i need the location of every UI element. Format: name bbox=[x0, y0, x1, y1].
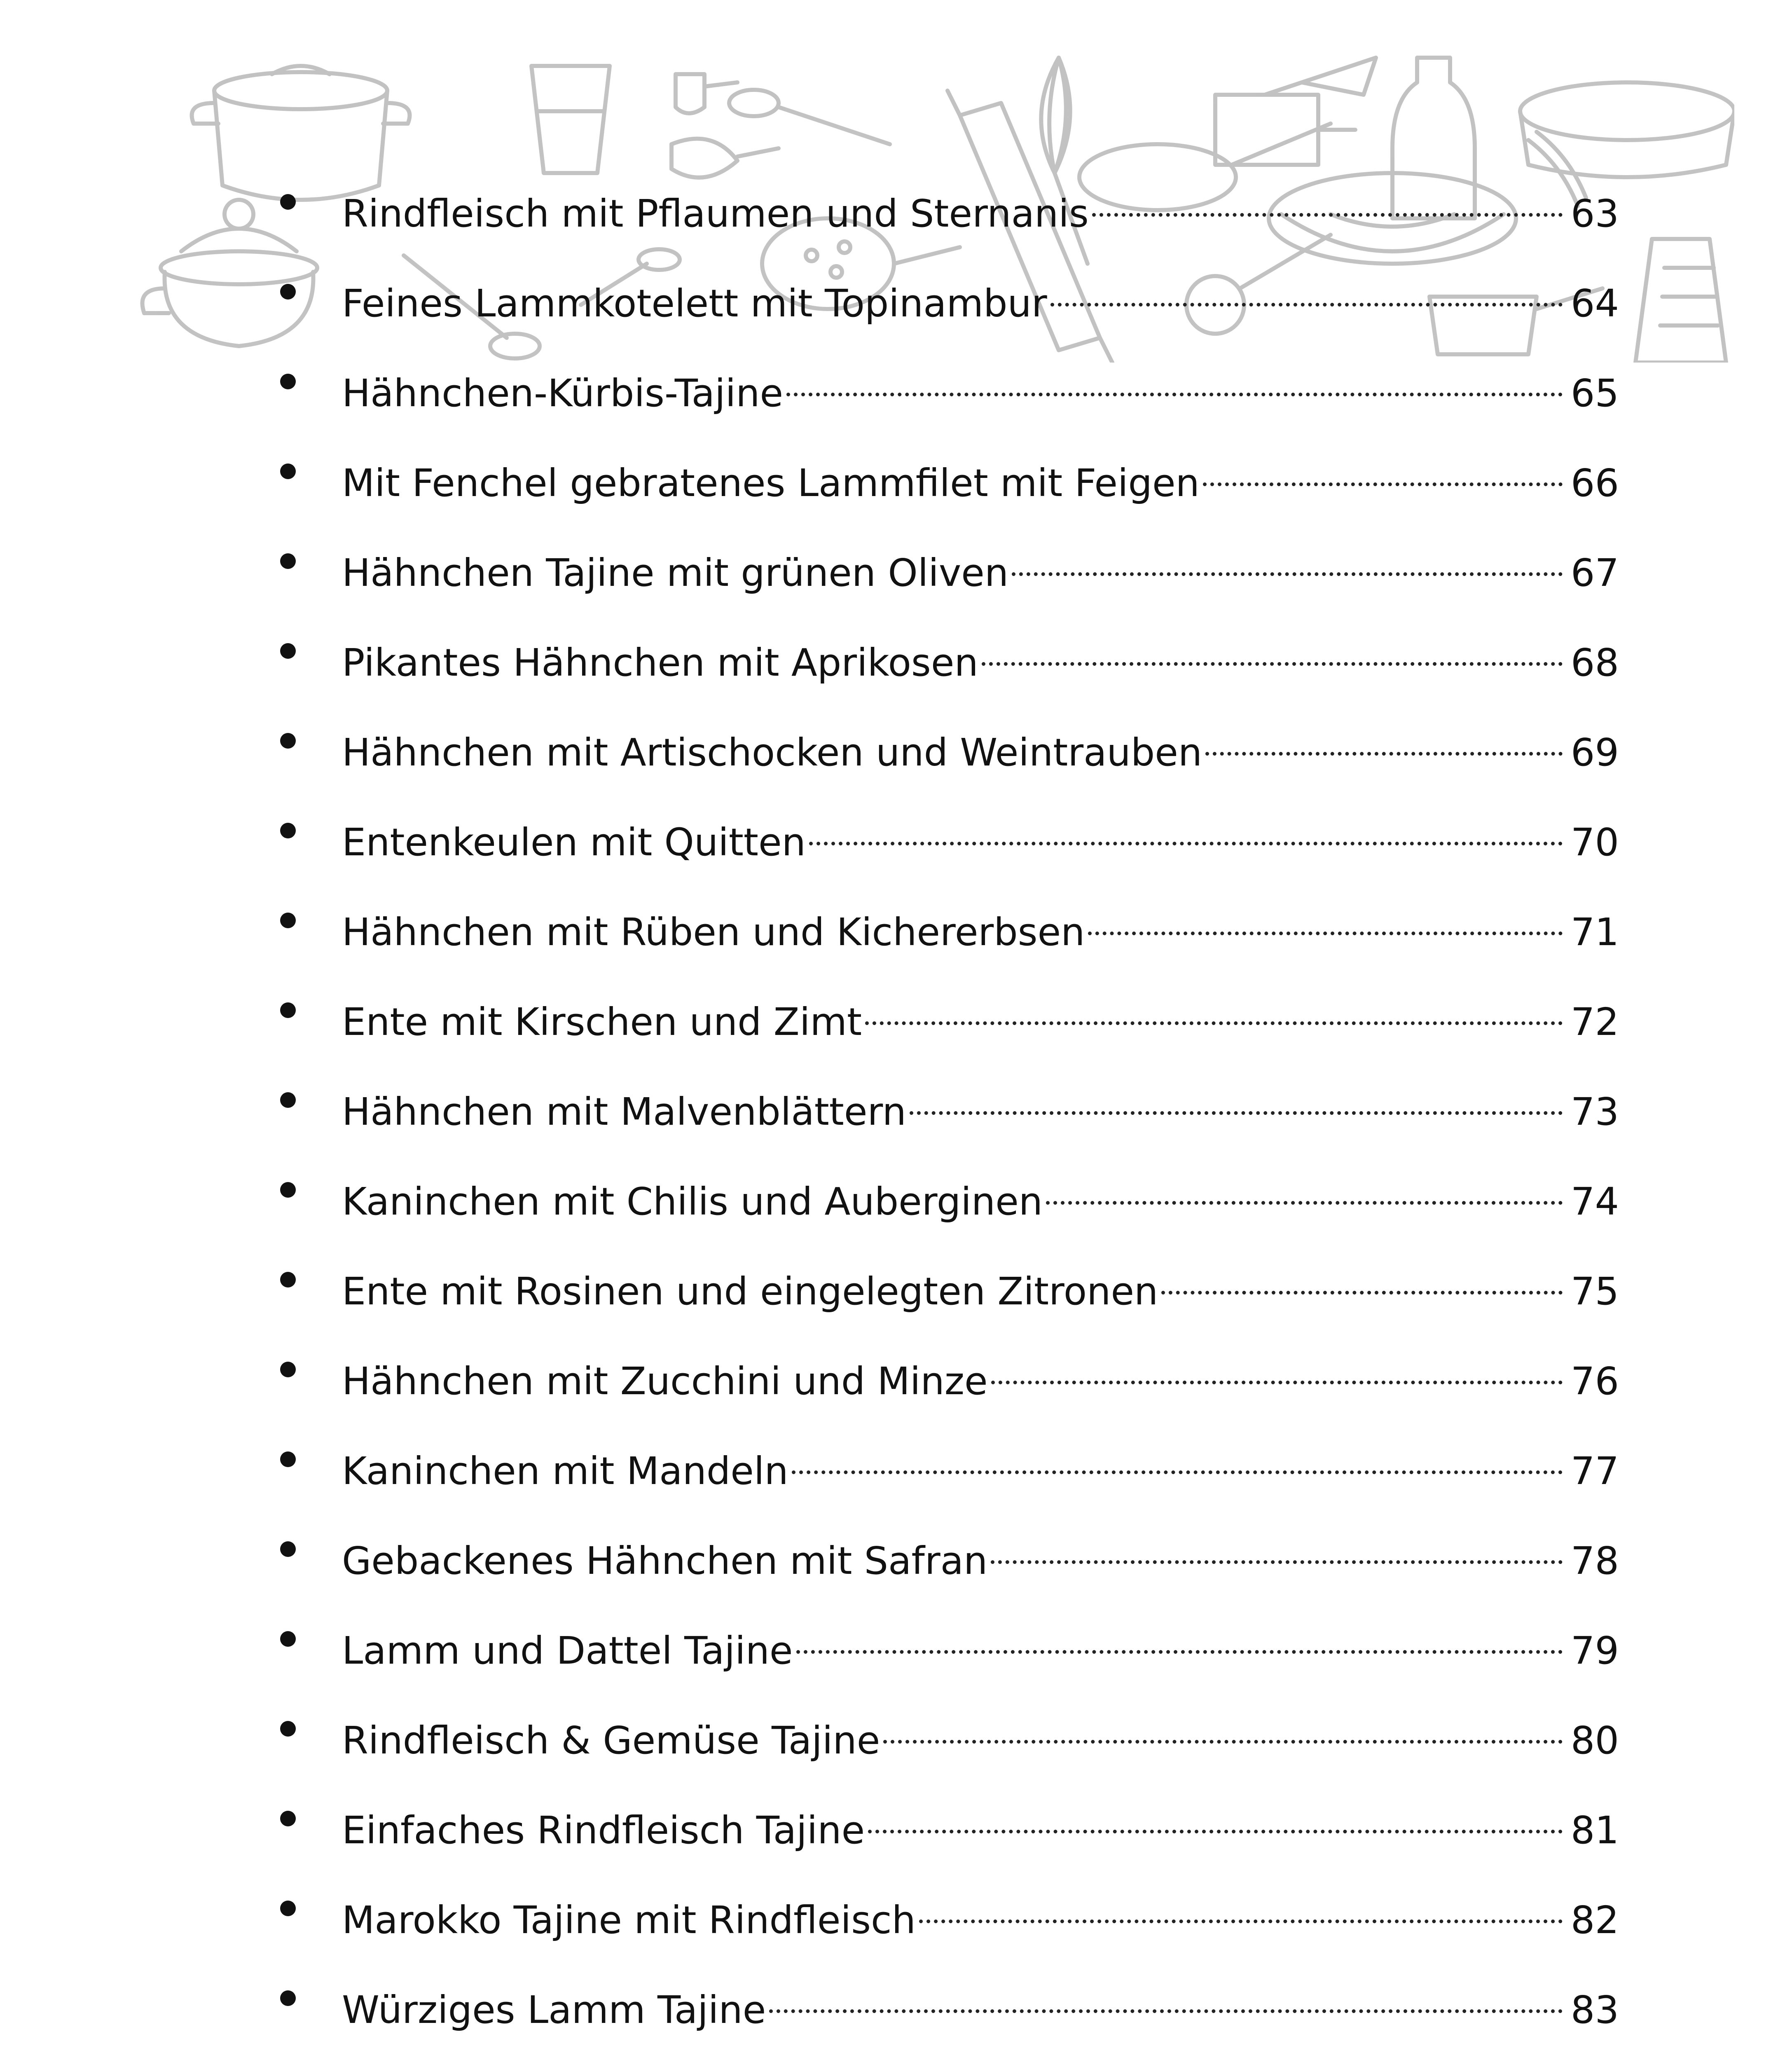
bullet-icon bbox=[280, 1901, 296, 1916]
bullet-icon bbox=[280, 1541, 296, 1557]
toc-entry[interactable] bbox=[0, 1075, 1792, 1134]
toc-line bbox=[342, 267, 1619, 325]
dot-leader bbox=[1046, 1165, 1567, 1215]
entry-title: Feines Lammkotelett mit Topinambur bbox=[342, 281, 1047, 325]
dot-leader bbox=[1088, 896, 1566, 945]
bullet-icon bbox=[280, 1631, 296, 1647]
bullet-icon bbox=[280, 553, 296, 569]
toc-line bbox=[342, 896, 1619, 954]
bullet-icon bbox=[280, 1182, 296, 1198]
dot-leader bbox=[919, 1884, 1567, 1933]
entry-page-number: 64 bbox=[1570, 281, 1619, 325]
toc-line bbox=[342, 1075, 1619, 1134]
toc-line bbox=[342, 177, 1619, 236]
toc-entry[interactable] bbox=[0, 986, 1792, 1044]
toc-line bbox=[342, 716, 1619, 775]
bullet-icon bbox=[280, 1002, 296, 1018]
bullet-icon bbox=[280, 194, 296, 210]
entry-title: Mit Fenchel gebratenes Lammfilet mit Feigen bbox=[342, 461, 1200, 505]
bullet-icon bbox=[280, 1272, 296, 1288]
entry-page-number: 76 bbox=[1570, 1359, 1619, 1403]
toc-line bbox=[342, 1345, 1619, 1403]
toc-entry[interactable] bbox=[0, 626, 1792, 685]
entry-title: Hähnchen mit Artischocken und Weintrauben bbox=[342, 730, 1202, 775]
bullet-icon bbox=[280, 1362, 296, 1377]
toc-entry[interactable] bbox=[0, 1345, 1792, 1403]
toc-line bbox=[342, 626, 1619, 685]
entry-page-number: 72 bbox=[1570, 1000, 1619, 1044]
entry-page-number: 63 bbox=[1570, 192, 1619, 236]
entry-page-number: 66 bbox=[1570, 461, 1619, 505]
entry-title: Hähnchen Tajine mit grünen Oliven bbox=[342, 551, 1009, 595]
entry-title: Ente mit Kirschen und Zimt bbox=[342, 1000, 862, 1044]
toc-entry[interactable] bbox=[0, 447, 1792, 505]
bullet-icon bbox=[280, 374, 296, 389]
entry-title: Hähnchen mit Zucchini und Minze bbox=[342, 1359, 988, 1403]
toc-entry[interactable] bbox=[0, 177, 1792, 236]
dot-leader bbox=[809, 806, 1567, 855]
toc-line bbox=[342, 806, 1619, 864]
entry-title: Entenkeulen mit Quitten bbox=[342, 820, 806, 864]
toc-entry[interactable] bbox=[0, 1973, 1792, 2032]
toc-line bbox=[342, 1614, 1619, 1673]
toc-line bbox=[342, 357, 1619, 415]
dot-leader bbox=[1161, 1255, 1567, 1304]
entry-page-number: 75 bbox=[1570, 1269, 1619, 1313]
toc-line bbox=[342, 1973, 1619, 2032]
toc-entry[interactable] bbox=[0, 896, 1792, 954]
entry-page-number: 73 bbox=[1570, 1090, 1619, 1134]
entry-page-number: 74 bbox=[1570, 1180, 1619, 1224]
dot-leader bbox=[1203, 447, 1567, 496]
bullet-icon bbox=[280, 1990, 296, 2006]
toc-entry[interactable] bbox=[0, 1884, 1792, 1942]
entry-page-number: 77 bbox=[1570, 1449, 1619, 1493]
dot-leader bbox=[1050, 267, 1567, 316]
dot-leader bbox=[982, 626, 1567, 676]
bullet-icon bbox=[280, 823, 296, 838]
dot-leader bbox=[792, 1435, 1567, 1484]
toc-entry[interactable] bbox=[0, 1165, 1792, 1224]
dot-leader bbox=[991, 1524, 1567, 1574]
toc-entry[interactable] bbox=[0, 1255, 1792, 1313]
entry-page-number: 68 bbox=[1570, 641, 1619, 685]
entry-title: Gebackenes Hähnchen mit Safran bbox=[342, 1539, 988, 1583]
toc-line bbox=[342, 1524, 1619, 1583]
entry-title: Marokko Tajine mit Rindfleisch bbox=[342, 1898, 916, 1942]
entry-title: Rindfleisch & Gemüse Tajine bbox=[342, 1718, 880, 1763]
entry-title: Ente mit Rosinen und eingelegten Zitronen bbox=[342, 1269, 1158, 1313]
toc-entry[interactable] bbox=[0, 1704, 1792, 1763]
toc-line bbox=[342, 1255, 1619, 1313]
bullet-icon bbox=[280, 913, 296, 928]
bullet-icon bbox=[280, 464, 296, 479]
toc-line bbox=[342, 986, 1619, 1044]
entry-title: Rindfleisch mit Pflaumen und Sternanis bbox=[342, 192, 1089, 236]
entry-page-number: 78 bbox=[1570, 1539, 1619, 1583]
entry-page-number: 67 bbox=[1570, 551, 1619, 595]
entry-title: Würziges Lamm Tajine bbox=[342, 1988, 766, 2032]
toc-entry[interactable] bbox=[0, 1435, 1792, 1493]
toc-line bbox=[342, 1435, 1619, 1493]
bullet-icon bbox=[280, 1811, 296, 1826]
toc-entry[interactable] bbox=[0, 716, 1792, 775]
entry-page-number: 79 bbox=[1570, 1629, 1619, 1673]
entry-page-number: 71 bbox=[1570, 910, 1619, 954]
toc-entry[interactable] bbox=[0, 1524, 1792, 1583]
toc-entry[interactable] bbox=[0, 267, 1792, 325]
entry-title: Pikantes Hähnchen mit Aprikosen bbox=[342, 641, 978, 685]
dot-leader bbox=[769, 1973, 1567, 2023]
bullet-icon bbox=[280, 1092, 296, 1108]
dot-leader bbox=[1012, 536, 1567, 586]
entry-page-number: 80 bbox=[1570, 1718, 1619, 1763]
dot-leader bbox=[796, 1614, 1567, 1664]
toc-line bbox=[342, 1884, 1619, 1942]
entry-title: Kaninchen mit Mandeln bbox=[342, 1449, 788, 1493]
dot-leader bbox=[868, 1794, 1567, 1843]
entry-title: Hähnchen mit Rüben und Kichererbsen bbox=[342, 910, 1085, 954]
toc-entry[interactable] bbox=[0, 357, 1792, 415]
entry-title: Einfaches Rindfleisch Tajine bbox=[342, 1808, 865, 1852]
dot-leader bbox=[1205, 716, 1567, 765]
entry-page-number: 82 bbox=[1570, 1898, 1619, 1942]
bullet-icon bbox=[280, 1721, 296, 1737]
dot-leader bbox=[865, 986, 1567, 1035]
toc-entry[interactable] bbox=[0, 1794, 1792, 1852]
toc-entry[interactable] bbox=[0, 536, 1792, 595]
toc-line bbox=[342, 536, 1619, 595]
entry-page-number: 83 bbox=[1570, 1988, 1619, 2032]
bullet-icon bbox=[280, 284, 296, 300]
toc-entry[interactable] bbox=[0, 1614, 1792, 1673]
entry-page-number: 65 bbox=[1570, 371, 1619, 415]
entry-page-number: 69 bbox=[1570, 730, 1619, 775]
bullet-icon bbox=[280, 733, 296, 749]
toc-line bbox=[342, 447, 1619, 505]
bullet-icon bbox=[280, 1451, 296, 1467]
entry-page-number: 70 bbox=[1570, 820, 1619, 864]
entry-title: Hähnchen-Kürbis-Tajine bbox=[342, 371, 784, 415]
bullet-icon bbox=[280, 643, 296, 659]
entry-title: Hähnchen mit Malvenblättern bbox=[342, 1090, 906, 1134]
dot-leader bbox=[910, 1075, 1567, 1125]
toc-line bbox=[342, 1704, 1619, 1763]
entry-title: Lamm und Dattel Tajine bbox=[342, 1629, 793, 1673]
entry-page-number: 81 bbox=[1570, 1808, 1619, 1852]
dot-leader bbox=[883, 1704, 1567, 1753]
toc-line bbox=[342, 1794, 1619, 1852]
dot-leader bbox=[991, 1345, 1567, 1394]
toc-entry[interactable] bbox=[0, 806, 1792, 864]
toc-line bbox=[342, 1165, 1619, 1224]
entry-title: Kaninchen mit Chilis und Auberginen bbox=[342, 1180, 1043, 1224]
dot-leader bbox=[1092, 177, 1567, 227]
dot-leader bbox=[786, 357, 1567, 406]
